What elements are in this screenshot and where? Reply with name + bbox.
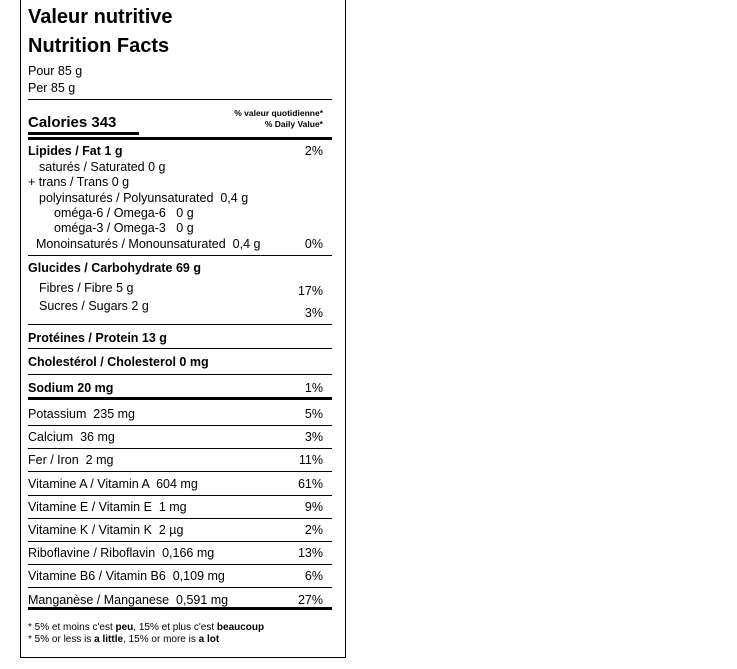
trans-fat: + trans / Trans 0 g	[28, 175, 130, 189]
nutrient-daily-value: 9%	[304, 499, 323, 514]
daily-value-header-french: % valeur quotidienne*	[234, 108, 323, 118]
calories-label: Calories 343	[28, 114, 117, 131]
fibre-daily-value: 17%	[297, 284, 323, 298]
fibre: Fibres / Fibre 5 g	[39, 281, 134, 295]
nutrient-daily-value: 27%	[297, 592, 323, 607]
monounsaturated-fat: Monoinsaturés / Monounsaturated 0,4 g	[36, 237, 261, 251]
sugars-daily-value: 3%	[304, 306, 323, 320]
sodium-daily-value: 1%	[304, 381, 323, 395]
nutrient-label: Vitamine A / Vitamin A 604 mg	[28, 476, 198, 491]
carbohydrate-label: Glucides / Carbohydrate 69 g	[28, 261, 201, 275]
fat-daily-value: 2%	[304, 144, 323, 158]
nutrient-label: Vitamine K / Vitamin K 2 µg	[28, 523, 184, 537]
fat-label: Lipides / Fat 1 g	[28, 144, 123, 158]
omega-6: oméga-6 / Omega-6 0 g	[54, 206, 194, 220]
monounsaturated-daily-value: 0%	[304, 237, 323, 251]
nutrient-daily-value: 2%	[304, 523, 323, 537]
nutrient-label: Potassium 235 mg	[28, 407, 135, 421]
nutrient-label: Calcium 36 mg	[28, 430, 115, 445]
daily-value-header-english: % Daily Value*	[264, 119, 323, 129]
omega-3: oméga-3 / Omega-3 0 g	[54, 221, 194, 235]
divider	[28, 495, 332, 496]
sodium-label: Sodium 20 mg	[28, 381, 114, 395]
calories-underline	[28, 132, 139, 135]
divider	[28, 587, 332, 588]
serving-size-english: Per 85 g	[28, 81, 76, 95]
protein-label: Protéines / Protein 13 g	[28, 331, 167, 345]
divider	[28, 471, 332, 472]
footnote-divider	[28, 607, 332, 610]
footnote-english: * 5% or less is a little, 15% or more is a lot	[28, 634, 220, 645]
title-english: Nutrition Facts	[28, 35, 170, 57]
polyunsaturated-fat: polyinsaturés / Polyunsaturated 0,4 g	[39, 191, 249, 205]
divider	[28, 448, 332, 449]
nutrient-daily-value: 61%	[297, 476, 323, 491]
nutrient-label: Vitamine B6 / Vitamin B6 0,109 mg	[28, 569, 225, 584]
footnote-french: * 5% et moins c'est peu, 15% et plus c'est beaucoup	[28, 622, 265, 633]
divider	[28, 324, 332, 325]
divider	[28, 425, 332, 426]
nutrient-daily-value: 11%	[298, 453, 323, 468]
nutrient-label: Fer / Iron 2 mg	[28, 453, 114, 468]
nutrient-label: Riboflavine / Riboflavin 0,166 mg	[28, 546, 215, 561]
nutrient-label: Vitamine E / Vitamin E 1 mg	[28, 499, 187, 514]
title-french: Valeur nutritive	[28, 6, 173, 28]
divider	[28, 348, 332, 349]
divider	[28, 518, 332, 519]
cholesterol-label: Cholestérol / Cholesterol 0 mg	[28, 355, 209, 369]
sodium-divider	[28, 397, 332, 400]
divider	[28, 99, 332, 100]
nutrient-daily-value: 3%	[304, 430, 323, 445]
divider	[28, 374, 332, 375]
saturated-fat: saturés / Saturated 0 g	[39, 160, 166, 174]
divider	[28, 255, 332, 256]
nutrient-daily-value: 13%	[297, 546, 323, 561]
sugars: Sucres / Sugars 2 g	[39, 299, 149, 313]
serving-size-french: Pour 85 g	[28, 64, 83, 78]
divider	[28, 541, 332, 542]
nutrient-daily-value: 6%	[304, 569, 323, 584]
calories-divider	[28, 137, 332, 140]
nutrient-daily-value: 5%	[304, 407, 323, 421]
divider	[28, 564, 332, 565]
nutrition-facts-label	[20, 0, 346, 658]
nutrient-label: Manganèse / Manganese 0,591 mg	[28, 592, 229, 607]
